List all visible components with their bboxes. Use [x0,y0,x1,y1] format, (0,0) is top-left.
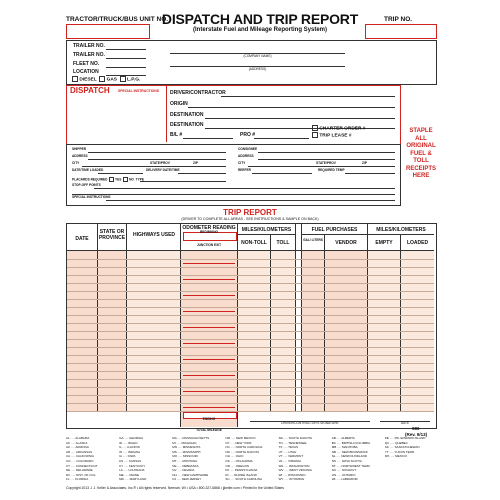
destination-label-2: DESTINATION [170,122,204,128]
staple-note: STAPLE ALL ORIGINAL FUEL & TOLL RECEIPTS HERE [405,128,436,179]
placards-no-label: NO [129,177,134,182]
state-list-column [66,436,119,482]
state-list-item: NC ..... NORTH CAROLINA [225,445,263,450]
state-list-item: VA ..... VIRGINIA [278,458,302,463]
state-list-column [225,436,278,482]
delivery-field[interactable] [178,173,226,174]
state-list-item: CA ..... CALIFORNIA [66,454,94,459]
fuel-type-row [72,76,140,82]
company-name-label: (COMPANY NAME) [243,54,272,58]
non-toll-header: NON-TOLL [241,240,267,246]
miles2-subheader-line [368,234,434,235]
table-row-line [67,299,434,300]
state-list-item: LA ..... LOUISIANA [119,468,145,473]
state-list-item: YT ..... YUKON TERR. [384,449,415,454]
col-sep [301,224,302,411]
state-list-item: MD ..... MARYLAND [119,477,147,482]
table-row-line [67,387,434,388]
charter-order-row [312,125,365,131]
signature-label: DRIVER/CONTRACTOR'S SIGNATURE [281,421,339,425]
state-list-item: OR ..... OREGON [225,463,250,468]
state-list-item: AB ..... ALBERTA [331,436,355,440]
state-list-item: KS ..... KANSAS [119,458,142,463]
date-header: DATE [75,236,89,242]
table-row-line [67,307,434,308]
odometer-entry-line [183,327,235,328]
toll-header: TOLL [276,240,290,246]
shipper-zip-label: ZIP [193,161,198,165]
placards-type-field[interactable] [140,181,226,182]
consignee-city-label: CITY [238,161,246,165]
state-list-item: QC ..... QUEBEC [384,440,408,445]
table-row-line [67,331,434,332]
table-row-line [67,291,434,292]
pro-label: PRO # [240,132,256,138]
unit-number-field[interactable] [66,24,150,39]
odometer-entry-line [183,295,235,296]
state-list-item: NL ..... NEWFOUNDLAND [331,454,367,459]
state-list-item: TX ..... TEXAS [278,445,299,450]
state-list-column [172,436,225,482]
bl-label: B/L # [170,132,183,138]
state-abbreviation-list [66,436,438,484]
trip-report-title: TRIP REPORT [223,208,277,217]
table-row-line [67,323,434,324]
total-mileage-label: TOTAL MILEAGE [196,428,222,432]
state-list-item: IN ..... INDIANA [119,449,141,454]
state-list-item: CT ..... CONNECTICUT [66,463,98,468]
state-list-item: IA ..... IOWA [119,454,136,459]
state-list-item: NY ..... NEW YORK [225,440,252,445]
state-list-item: ND ..... NORTH DAKOTA [225,449,260,454]
state-list-item: ON ..... ONTARIO [331,472,356,477]
placards-no-checkbox[interactable] [123,177,128,182]
trailer-field-2[interactable] [106,58,146,59]
state-list-item: TN ..... TENNESSEE [278,440,307,445]
origin-field[interactable] [188,107,395,108]
table-row-line [67,379,434,380]
stop-off-field[interactable] [94,188,395,189]
stop-off-field-2[interactable] [72,194,395,195]
odometer-header: ODOMETER READING [182,225,236,231]
state-list-item: OK ..... OKLAHOMA [225,458,253,463]
address-label: (ADDRESS) [248,67,267,71]
state-list-item: DE ..... DELAWARE [66,468,93,473]
beginning-label: BEGINNING [199,230,219,234]
odometer-entry-line [183,407,235,408]
table-row-line [67,395,434,396]
delivery-label: DELIVERY DATE/TIME [146,168,180,172]
state-list-column [332,436,385,482]
state-list-item: RI ..... RHODE ISLAND [225,472,257,477]
form-number: 986 [412,426,420,431]
shipper-label: SHIPPER [72,147,86,151]
state-list-item: ID ..... IDAHO [119,440,138,445]
placards-label: PLACARDS REQUIRED [72,177,108,182]
gas-label: GAS [106,77,118,83]
odometer-entry-line [183,311,235,312]
odometer-entry-line [183,279,235,280]
table-row-line [67,283,434,284]
diesel-checkbox[interactable] [72,76,78,82]
gas-checkbox[interactable] [99,76,105,82]
shipper-address-field[interactable] [88,159,226,160]
fuel-header: FUEL PURCHASES [311,227,358,233]
state-list-item: NS ..... NOVA SCOTIA [331,458,362,463]
state-list-item: WY ..... WYOMING [278,477,305,482]
required-temp-field[interactable] [345,173,395,174]
dispatch-divider [166,86,167,142]
placards-row [72,177,144,182]
odometer-entry-line [183,375,235,376]
placards-yes-checkbox[interactable] [109,177,114,182]
state-list-item: AR ..... ARKANSAS [66,449,93,454]
special-instructions-label: SPECIAL INSTRUCTIONS [118,89,160,93]
trip-number-label: TRIP NO. [384,16,413,23]
table-row-line [67,355,434,356]
trailer-label-2: TRAILER NO. [73,52,105,58]
trip-number-field[interactable] [365,24,437,39]
shipper-section-frame [66,144,401,206]
lpg-label: L.P.G. [127,77,141,83]
state-list-item: AZ ..... ARIZONA [66,445,89,450]
placards-yes-label: YES [115,177,122,182]
location-label: LOCATION [73,69,99,75]
trip-lease-checkbox[interactable] [312,132,318,138]
trailer-label-1: TRAILER NO. [73,43,105,49]
col-sep [237,224,238,427]
state-list-item: WV ..... WEST VIRGINIA [278,468,312,473]
shipper-state-label: STATE/PROV [150,161,170,165]
ending-label: ENDING [202,417,216,421]
state-header: STATE OR PROVINCE [98,229,126,241]
state-list-item: FL ..... FLORIDA [66,477,89,482]
charter-order-label: CHARTER ORDER # [319,126,366,132]
state-list-item: NB ..... NEW BRUNSWICK [331,449,368,454]
bl-field[interactable] [183,138,233,139]
state-list-item: ME ..... MAINE [119,472,139,477]
state-list-item: MN ..... MINNESOTA [172,445,201,450]
col-sep [295,224,296,411]
state-list-item: MA ..... MASSACHUSETTS [172,436,210,440]
table-row-line [67,411,434,412]
shipper-field[interactable] [88,152,226,153]
table-row-line [67,315,434,316]
dispatch-title: DISPATCH [70,86,110,95]
state-list-item: OH ..... OHIO [225,454,244,459]
vendor-header: VENDOR [335,240,357,246]
state-list-column [385,436,438,459]
stop-off-label: STOP-OFF POINTS [72,183,101,187]
state-list-item: WA ..... WASHINGTON [278,463,310,468]
state-list-item: GA ..... GEORGIA [119,436,144,440]
special-instructions-field[interactable] [106,200,395,201]
state-list-item: IL ..... ILLINOIS [119,445,140,450]
state-list-item: NM ..... NEW MEXICO [225,436,256,440]
form-subtitle: (Interstate Fuel and Mileage Reporting System) [192,27,328,33]
driver-label: DRIVER/CONTRACTOR [170,90,226,96]
revision-label: (Rev. 9/13) [405,432,428,437]
miles-subheader-line [238,234,295,235]
state-list-item: SK ..... SASKATCHEWAN [384,445,420,450]
state-list-item: MX ..... MEXICO [384,454,408,459]
diesel-label: DIESEL [79,77,97,83]
fleet-label: FLEET NO. [73,61,100,67]
fuel-subheader-line [302,234,367,235]
consignee-field[interactable] [258,152,395,153]
pro-field[interactable] [254,138,309,139]
state-list-item: MI ..... MICHIGAN [172,440,197,445]
consignee-zip-label: ZIP [362,161,367,165]
empty-header: EMPTY [375,240,393,246]
state-list-item: AL ..... ALABAMA [66,436,90,440]
odometer-entry-line [183,391,235,392]
table-row-line [67,267,434,268]
state-list-item: VT ..... VERMONT [278,454,304,459]
state-list-column [119,436,172,482]
col-sep [180,224,181,427]
gals-header: GAL/ LITERS [303,238,323,242]
shipper-city-label: CITY [72,161,80,165]
state-list-item: MB ..... MANITOBA [331,445,358,450]
origin-label: ORIGIN [170,101,188,107]
consignee-address-label: ADDRESS [238,154,254,158]
placards-type-label: TYPE [135,177,144,182]
junction-label: JUNCTION EXIT [196,243,222,247]
destination-label-1: DESTINATION [170,112,204,118]
driver-field[interactable] [221,96,395,97]
state-list-item: KY ..... KENTUCKY [119,463,146,468]
reefer-label: REEFER [238,168,251,172]
state-list-column [279,436,332,482]
consignee-address-field[interactable] [258,159,395,160]
col-sep [367,224,368,411]
copyright-text: Copyright 2013 J. J. Keller & Associates, Inc.® • All rights reserved. Neenah, WI • USA • 800-327-6868 • jjkeller.com • Printed in the United States [66,486,285,490]
state-list-item: NU ..... NUNAVUT [331,468,357,473]
state-list-item: NT ..... NORTHWEST TERR. [331,463,371,468]
state-list-item: MT ..... MONTANA [172,458,198,463]
lpg-checkbox[interactable] [120,76,126,82]
state-list-item: NH ..... NEW HAMPSHIRE [172,472,209,477]
miles-header: MILES/KILOMETERS [241,227,292,233]
odometer-entry-line [183,263,235,264]
date-loaded-label: DATE/TIME LOADED [72,168,104,172]
table-row-line [67,275,434,276]
shipper-address-label: ADDRESS [72,154,88,158]
odometer-entry-line [183,343,235,344]
state-list-item: PE ..... PR. EDWARD ISLAND [384,436,426,440]
consignee-state-label: STATE/PROV [316,161,336,165]
unit-number-label: TRACTOR/TRUCK/BUS UNIT NO. [66,16,169,23]
state-list-item: CO ..... COLORADO [66,458,94,463]
consignee-label: CONSIGNEE [238,147,258,151]
state-list-item: NE ..... NEBRASKA [172,463,199,468]
col-sep [126,224,127,411]
table-row-line [67,403,434,404]
state-list-item: SD ..... SOUTH DAKOTA [278,436,313,440]
header-bottom-line [67,250,434,251]
miles2-header: MILES/KILOMETERS [376,227,426,233]
shipper-city-field[interactable] [82,166,226,167]
signature-date-label: DATE [400,421,410,425]
consignee-city-field[interactable] [248,166,395,167]
table-row-line [67,371,434,372]
state-list-item: BC ..... BRITISH COLUMBIA [331,440,371,445]
state-list-item: LB ..... LABRADOR [331,477,358,482]
required-temp-label: REQUIRED TEMP [318,168,345,172]
state-list-item: MO ..... MISSOURI [172,454,198,459]
table-row-line [67,363,434,364]
table-row-line [67,347,434,348]
table-row-line [67,339,434,340]
state-list-item: WI ..... WISCONSIN [278,472,306,477]
state-list-item: SC ..... SOUTH CAROLINA [225,477,263,482]
state-list-item: DC ..... DIST. OF COL. [66,472,97,477]
trip-lease-label: TRIP LEASE # [319,133,352,139]
charter-checkbox[interactable] [312,125,318,131]
date-loaded-field[interactable] [98,173,143,174]
destination-field-1[interactable] [205,118,395,119]
trip-report-note: (DRIVER TO COMPLETE ALL AREAS - SEE INSTRUCTIONS & SAMPLE ON BACK) [181,217,319,221]
odometer-entry-line [183,359,235,360]
state-list-item: PA ..... PENNSYLVANIA [225,468,258,473]
col-sep [97,224,98,411]
fleet-field[interactable] [106,67,146,68]
form-title: DISPATCH AND TRIP REPORT [161,11,359,27]
trip-lease-row [312,132,352,138]
state-list-item: AK ..... ALASKA [66,440,88,445]
state-list-item: UT ..... UTAH [278,449,297,454]
highways-header: HIGHWAYS USED [132,232,176,238]
state-list-item: MS ..... MISSISSIPPI [172,449,201,454]
table-row-line [67,259,434,260]
trailer-field-1[interactable] [106,49,146,50]
special-instructions-shipper-label: SPECIAL INSTRUCTIONS [72,195,111,199]
loaded-header: LOADED [406,240,429,246]
reefer-field[interactable] [252,173,312,174]
state-list-item: NJ ..... NEW JERSEY [172,477,202,482]
state-list-item: NV ..... NEVADA [172,468,195,473]
